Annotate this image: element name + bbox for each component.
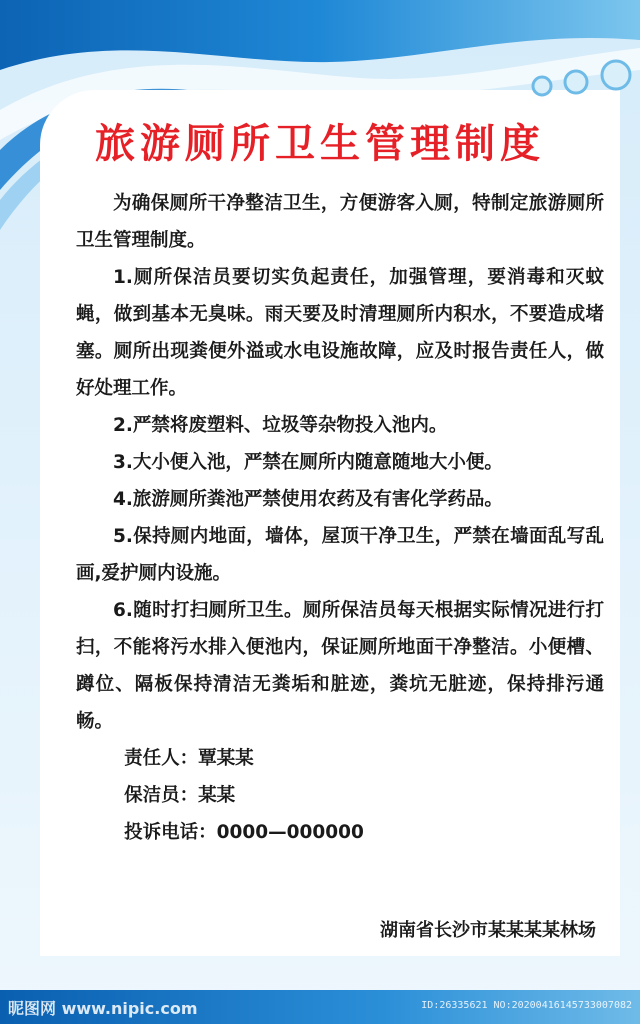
rule-4: 4.旅游厕所粪池严禁使用农药及有害化学药品。 xyxy=(113,489,503,510)
bubble-decoration xyxy=(528,58,638,104)
page-title: 旅游厕所卫生管理制度 xyxy=(95,120,545,167)
organization-name: 湖南省长沙市某某某某林场 xyxy=(380,920,596,941)
complaint-phone: 投诉电话：0000—000000 xyxy=(124,822,364,843)
watermark-id: ID:26335621 NO:20200416145733007082 xyxy=(421,1000,632,1011)
rule-1: 1.厕所保洁员要切实负起责任，加强管理，要消毒和灭蚊蝇，做到基本无臭味。雨天要及时清理厕所内积水，不要造成堵塞。厕所出现粪便外溢或水电设施故障，应及时报告责任人，做好处理工作。 xyxy=(76,267,604,399)
rule-3: 3.大小便入池，严禁在厕所内随意随地大小便。 xyxy=(113,452,503,473)
intro-paragraph: 为确保厕所干净整洁卫生，方便游客入厕，特制定旅游厕所卫生管理制度。 xyxy=(76,193,604,251)
cleaner-name: 保洁员：某某 xyxy=(124,785,236,806)
rules-body xyxy=(76,185,604,851)
rule-6: 6.随时打扫厕所卫生。厕所保洁员每天根据实际情况进行打扫，不能将污水排入便池内，保证厕所地面干净整洁。小便槽、蹲位、隔板保持清洁无粪垢和脏迹，粪坑无脏迹，保持排污通畅。 xyxy=(76,600,604,732)
rule-2: 2.严禁将废塑料、垃圾等杂物投入池内。 xyxy=(113,415,448,436)
rule-5: 5.保持厕内地面，墙体，屋顶干净卫生，严禁在墙面乱写乱画,爱护厕内设施。 xyxy=(76,526,604,584)
responsible-person: 责任人：覃某某 xyxy=(124,748,254,769)
watermark-logo: 昵图网 www.nipic.com xyxy=(8,999,198,1018)
